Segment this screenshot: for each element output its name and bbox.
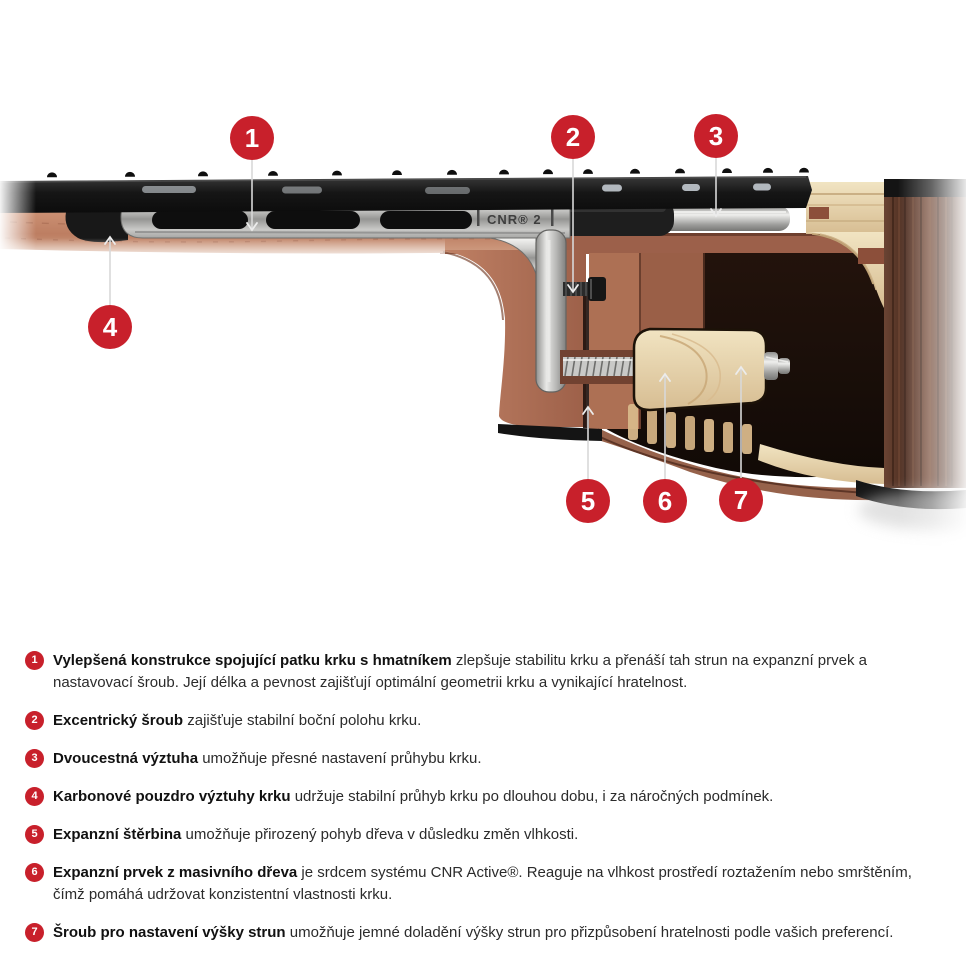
legend-item-badge: 5 bbox=[25, 825, 44, 844]
legend-item-text: Expanzní prvek z masivního dřeva je srdcem systému CNR Active®. Reaguje na vlhkost prostředí roztažením nebo smrštěním, čímž pomáhá udržovat konzistentní vlastnosti krku. bbox=[53, 864, 912, 903]
legend-item-badge: 3 bbox=[25, 749, 44, 768]
callout-number-5: 5 bbox=[580, 486, 596, 516]
callout-number-2: 2 bbox=[565, 122, 581, 152]
callout-number-1: 1 bbox=[244, 123, 260, 153]
legend-item-text: Vylepšená konstrukce spojující patku krku s hmatníkem zlepšuje stabilitu krku a přenáší tah strun na expanzní prvek a nastavovací šroub. Její délka a pevnost zajišťují optimální geometrii krku a vynikající hratelnost. bbox=[53, 652, 867, 691]
legend-item bbox=[25, 710, 940, 732]
callout-number-3: 3 bbox=[708, 121, 724, 151]
legend-item-text: Karbonové pouzdro výztuhy krku udržuje stabilní průhyb krku po dlouhou dobu, i za náročných podmínek. bbox=[53, 788, 774, 805]
legend-item bbox=[25, 650, 940, 694]
legend-item bbox=[25, 862, 940, 906]
legend-item bbox=[25, 824, 940, 846]
legend-item-text: Excentrický šroub zajišťuje stabilní boční polohu krku. bbox=[53, 712, 422, 729]
frets bbox=[47, 168, 809, 178]
neck-heel bbox=[440, 250, 602, 441]
legend-item bbox=[25, 922, 940, 944]
callout-number-6: 6 bbox=[657, 486, 673, 516]
adjustment-rod bbox=[560, 350, 644, 384]
callout-number-7: 7 bbox=[733, 485, 749, 515]
legend-item bbox=[25, 786, 940, 808]
fretboard bbox=[0, 168, 812, 213]
callout-number-4: 4 bbox=[102, 312, 118, 342]
legend-list bbox=[0, 562, 966, 944]
legend-item-badge: 2 bbox=[25, 711, 44, 730]
expansion-element bbox=[634, 329, 766, 410]
legend-item bbox=[25, 748, 940, 770]
legend-item-text: Šroub pro nastavení výšky strun umožňuje jemné doladění výšky strun pro přizpůsobení hratelnosti podle vašich preferencí. bbox=[53, 924, 894, 941]
legend-item-badge: 1 bbox=[25, 651, 44, 670]
cnr-engraving: CNR® 2 bbox=[487, 212, 542, 227]
legend-item-badge: 4 bbox=[25, 787, 44, 806]
legend-item-badge: 7 bbox=[25, 923, 44, 942]
legend-item-text: Expanzní štěrbina umožňuje přirozený pohyb dřeva v důsledku změn vlhkosti. bbox=[53, 826, 579, 843]
legend-item-badge: 6 bbox=[25, 863, 44, 882]
legend-item-text: Dvoucestná výztuha umožňuje přesné nastavení průhybu krku. bbox=[53, 750, 482, 767]
